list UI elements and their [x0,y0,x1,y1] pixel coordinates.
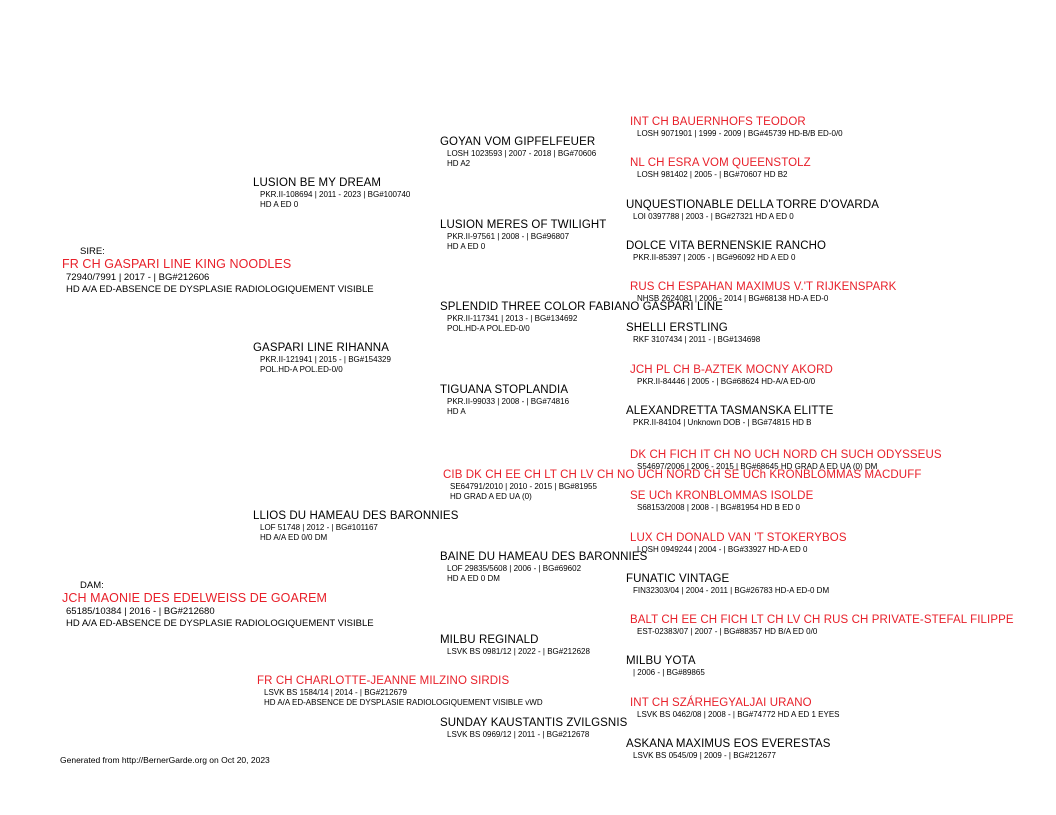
dog-health: HD A ED 0 [260,200,299,209]
dog-name: GOYAN VOM GIPFELFEUER [440,136,596,148]
dog-name: JCH PL CH B-AZTEK MOCNY AKORD [630,364,833,376]
dog-registration: | 2006 - | BG#89865 [633,668,705,677]
dog-name: INT CH BAUERNHOFS TEODOR [630,116,806,128]
generated-footer: Generated from http://BernerGarde.org on Oct 20, 2023 [60,755,270,765]
dog-name: FUNATIC VINTAGE [626,573,730,585]
dog-name: LUX CH DONALD VAN 'T STOKERYBOS [630,532,847,544]
dog-registration: PKR.II-99033 | 2008 - | BG#74816 [447,397,570,406]
dog-name: LLIOS DU HAMEAU DES BARONNIES [253,510,459,522]
dog-health: HD GRAD A ED UA (0) [450,492,532,501]
ggp-dsd-entry [440,551,647,584]
dog-registration: PKR.II-84446 | 2005 - | BG#68624 HD-A/A ED-0/0 [637,377,816,386]
dog-registration: LSVK BS 0981/12 | 2022 - | BG#212628 [447,647,590,656]
dog-name: FR CH CHARLOTTE-JEANNE MILZINO SIRDIS [257,675,510,687]
dog-registration: LOSH 0949244 | 2004 - | BG#33927 HD-A ED 0 [637,545,808,554]
g4-12-entry [626,573,829,596]
maternal-grandsire-entry [253,510,458,543]
dog-name: JCH MAONIE DES EDELWEISS DE GOAREM [62,591,328,605]
g4-1-entry [630,116,843,139]
dog-registration: FIN32303/04 | 2004 - 2011 | BG#26783 HD-A ED-0 DM [633,586,830,595]
dog-registration: LOSH 9071901 | 1999 - 2009 | BG#45739 HD-B/B ED-0/0 [637,129,843,138]
dog-health: HD A ED 0 DM [447,574,500,583]
dog-health: HD A/A ED-ABSENCE DE DYSPLASIE RADIOLOGIQUEMENT VISIBLE vWD [264,698,543,707]
ggp-sss-entry [440,136,596,169]
dog-name: DOLCE VITA BERNENSKIE RANCHO [626,240,827,252]
dog-registration: PKR.II-121941 | 2015 - | BG#154329 [260,355,391,364]
dog-registration: PKR.II-108694 | 2011 - 2023 | BG#100740 [260,190,411,199]
dog-name: DK CH FICH IT CH NO UCH NORD CH SUCH ODYSSEUS [630,449,942,461]
paternal-granddam-entry [253,342,391,375]
dog-name: LUSION BE MY DREAM [253,177,382,189]
dog-registration: LOSH 1023593 | 2007 - 2018 | BG#70606 [447,149,597,158]
dog-registration: LOSH 981402 | 2005 - | BG#70607 HD B2 [637,170,788,179]
dog-registration: S68153/2008 | 2008 - | BG#81954 HD B ED 0 [637,503,800,512]
dog-health: HD A [447,407,466,416]
dog-name: LUSION MERES OF TWILIGHT [440,219,607,231]
g4-13-entry [630,614,1014,637]
dog-name: CIB DK CH EE CH LT CH LV CH NO UCH NORD CH SE UCh KRONBLOMMAS MACDUFF [443,469,922,481]
dog-name: BAINE DU HAMEAU DES BARONNIES [440,551,648,563]
dog-registration: PKR.II-97561 | 2008 - | BG#96807 [447,232,570,241]
maternal-granddam-entry [257,675,543,708]
dog-registration: LSVK BS 1584/14 | 2014 - | BG#212679 [264,688,407,697]
dog-name: ASKANA MAXIMUS EOS EVERESTAS [626,738,831,750]
dog-health: POL.HD-A POL.ED-0/0 [447,324,530,333]
dog-registration: S54697/2006 | 2006 - 2015 | BG#68645 HD GRAD A ED UA (0) DM [637,462,878,471]
dam-entry [62,591,374,630]
sire-label: SIRE: [80,246,105,257]
g4-5-entry [630,281,896,304]
dog-health: HD A/A ED-ABSENCE DE DYSPLASIE RADIOLOGIQUEMENT VISIBLE [66,618,374,629]
g4-16-entry [626,738,831,761]
dog-name: BALT CH EE CH FICH LT CH LV CH RUS CH PRIVATE-STEFAL FILIPPE [630,614,1014,626]
dog-registration: NHSB 2624081 | 2006 - 2014 | BG#68138 HD-A ED-0 [637,294,829,303]
dog-registration: PKR.II-117341 | 2013 - | BG#134692 [447,314,578,323]
dog-registration: RKF 3107434 | 2011 - | BG#134698 [633,335,761,344]
dog-name: GASPARI LINE RIHANNA [253,342,389,354]
dog-registration: LSVK BS 0462/08 | 2008 - | BG#74772 HD A ED 1 EYES [637,710,840,719]
dog-name: MILBU YOTA [626,655,696,667]
dog-registration: LSVK BS 0969/12 | 2011 - | BG#212678 [447,730,590,739]
ggp-dds-entry [440,634,590,657]
sire-entry [62,257,374,296]
dog-registration: 72940/7991 | 2017 - | BG#212606 [66,272,210,283]
g4-4-entry [626,240,826,263]
ggp-ssd-entry [440,219,606,252]
dog-name: FR CH GASPARI LINE KING NOODLES [62,257,292,271]
g4-7-entry [630,364,833,387]
dam-label: DAM: [80,580,104,591]
ggp-ddd-entry [440,717,627,740]
dog-health: HD A ED 0 [447,242,486,251]
dog-name: UNQUESTIONABLE DELLA TORRE D'OVARDA [626,199,880,211]
dog-registration: LOF 29835/5608 | 2006 - | BG#69602 [447,564,582,573]
dog-name: MILBU REGINALD [440,634,539,646]
dog-registration: 65185/10384 | 2016 - | BG#212680 [66,606,215,617]
paternal-grandsire-entry [253,177,410,210]
dog-name: TIGUANA STOPLANDIA [440,384,569,396]
dog-name: SUNDAY KAUSTANTIS ZVILGSNIS [440,717,628,729]
dog-name: SHELLI ERSTLING [626,322,728,334]
dog-registration: LOI 0397788 | 2003 - | BG#27321 HD A ED 0 [633,212,794,221]
dog-name: SPLENDID THREE COLOR FABIANO GASPARI LINE [440,301,723,313]
g4-3-entry [626,199,879,222]
dog-health: HD A/A ED-ABSENCE DE DYSPLASIE RADIOLOGIQUEMENT VISIBLE [66,284,374,295]
dog-name: NL CH ESRA VOM QUEENSTOLZ [630,157,811,169]
dog-name: RUS CH ESPAHAN MAXIMUS V.'T RIJKENSPARK [630,281,897,293]
g4-2-entry [630,157,811,180]
g4-8-entry [626,405,833,428]
g4-9-entry [630,449,942,472]
g4-11-entry [630,532,847,555]
dog-registration: LOF 51748 | 2012 - | BG#101167 [260,523,378,532]
ggp-sdd-entry [440,384,569,417]
dog-registration: EST-02383/07 | 2007 - | BG#88357 HD B/A ED 0/0 [637,627,818,636]
dog-registration: PKR.II-84104 | Unknown DOB - | BG#74815 HD B [633,418,812,427]
dog-health: HD A/A ED 0/0 DM [260,533,328,542]
g4-6-entry [626,322,760,345]
g4-14-entry [626,655,705,678]
dog-registration: PKR.II-85397 | 2005 - | BG#96092 HD A ED 0 [633,253,796,262]
dog-name: ALEXANDRETTA TASMANSKA ELITTE [626,405,834,417]
dog-registration: SE64791/2010 | 2010 - 2015 | BG#81955 [450,482,597,491]
dog-name: INT CH SZÁRHEGYALJAI URANO [630,697,812,709]
g4-10-entry [630,490,813,513]
dog-health: POL.HD-A POL.ED-0/0 [260,365,343,374]
dog-registration: LSVK BS 0545/09 | 2009 - | BG#212677 [633,751,776,760]
g4-15-entry [630,697,840,720]
dog-name: SE UCh KRONBLOMMAS ISOLDE [630,490,814,502]
dog-health: HD A2 [447,159,471,168]
